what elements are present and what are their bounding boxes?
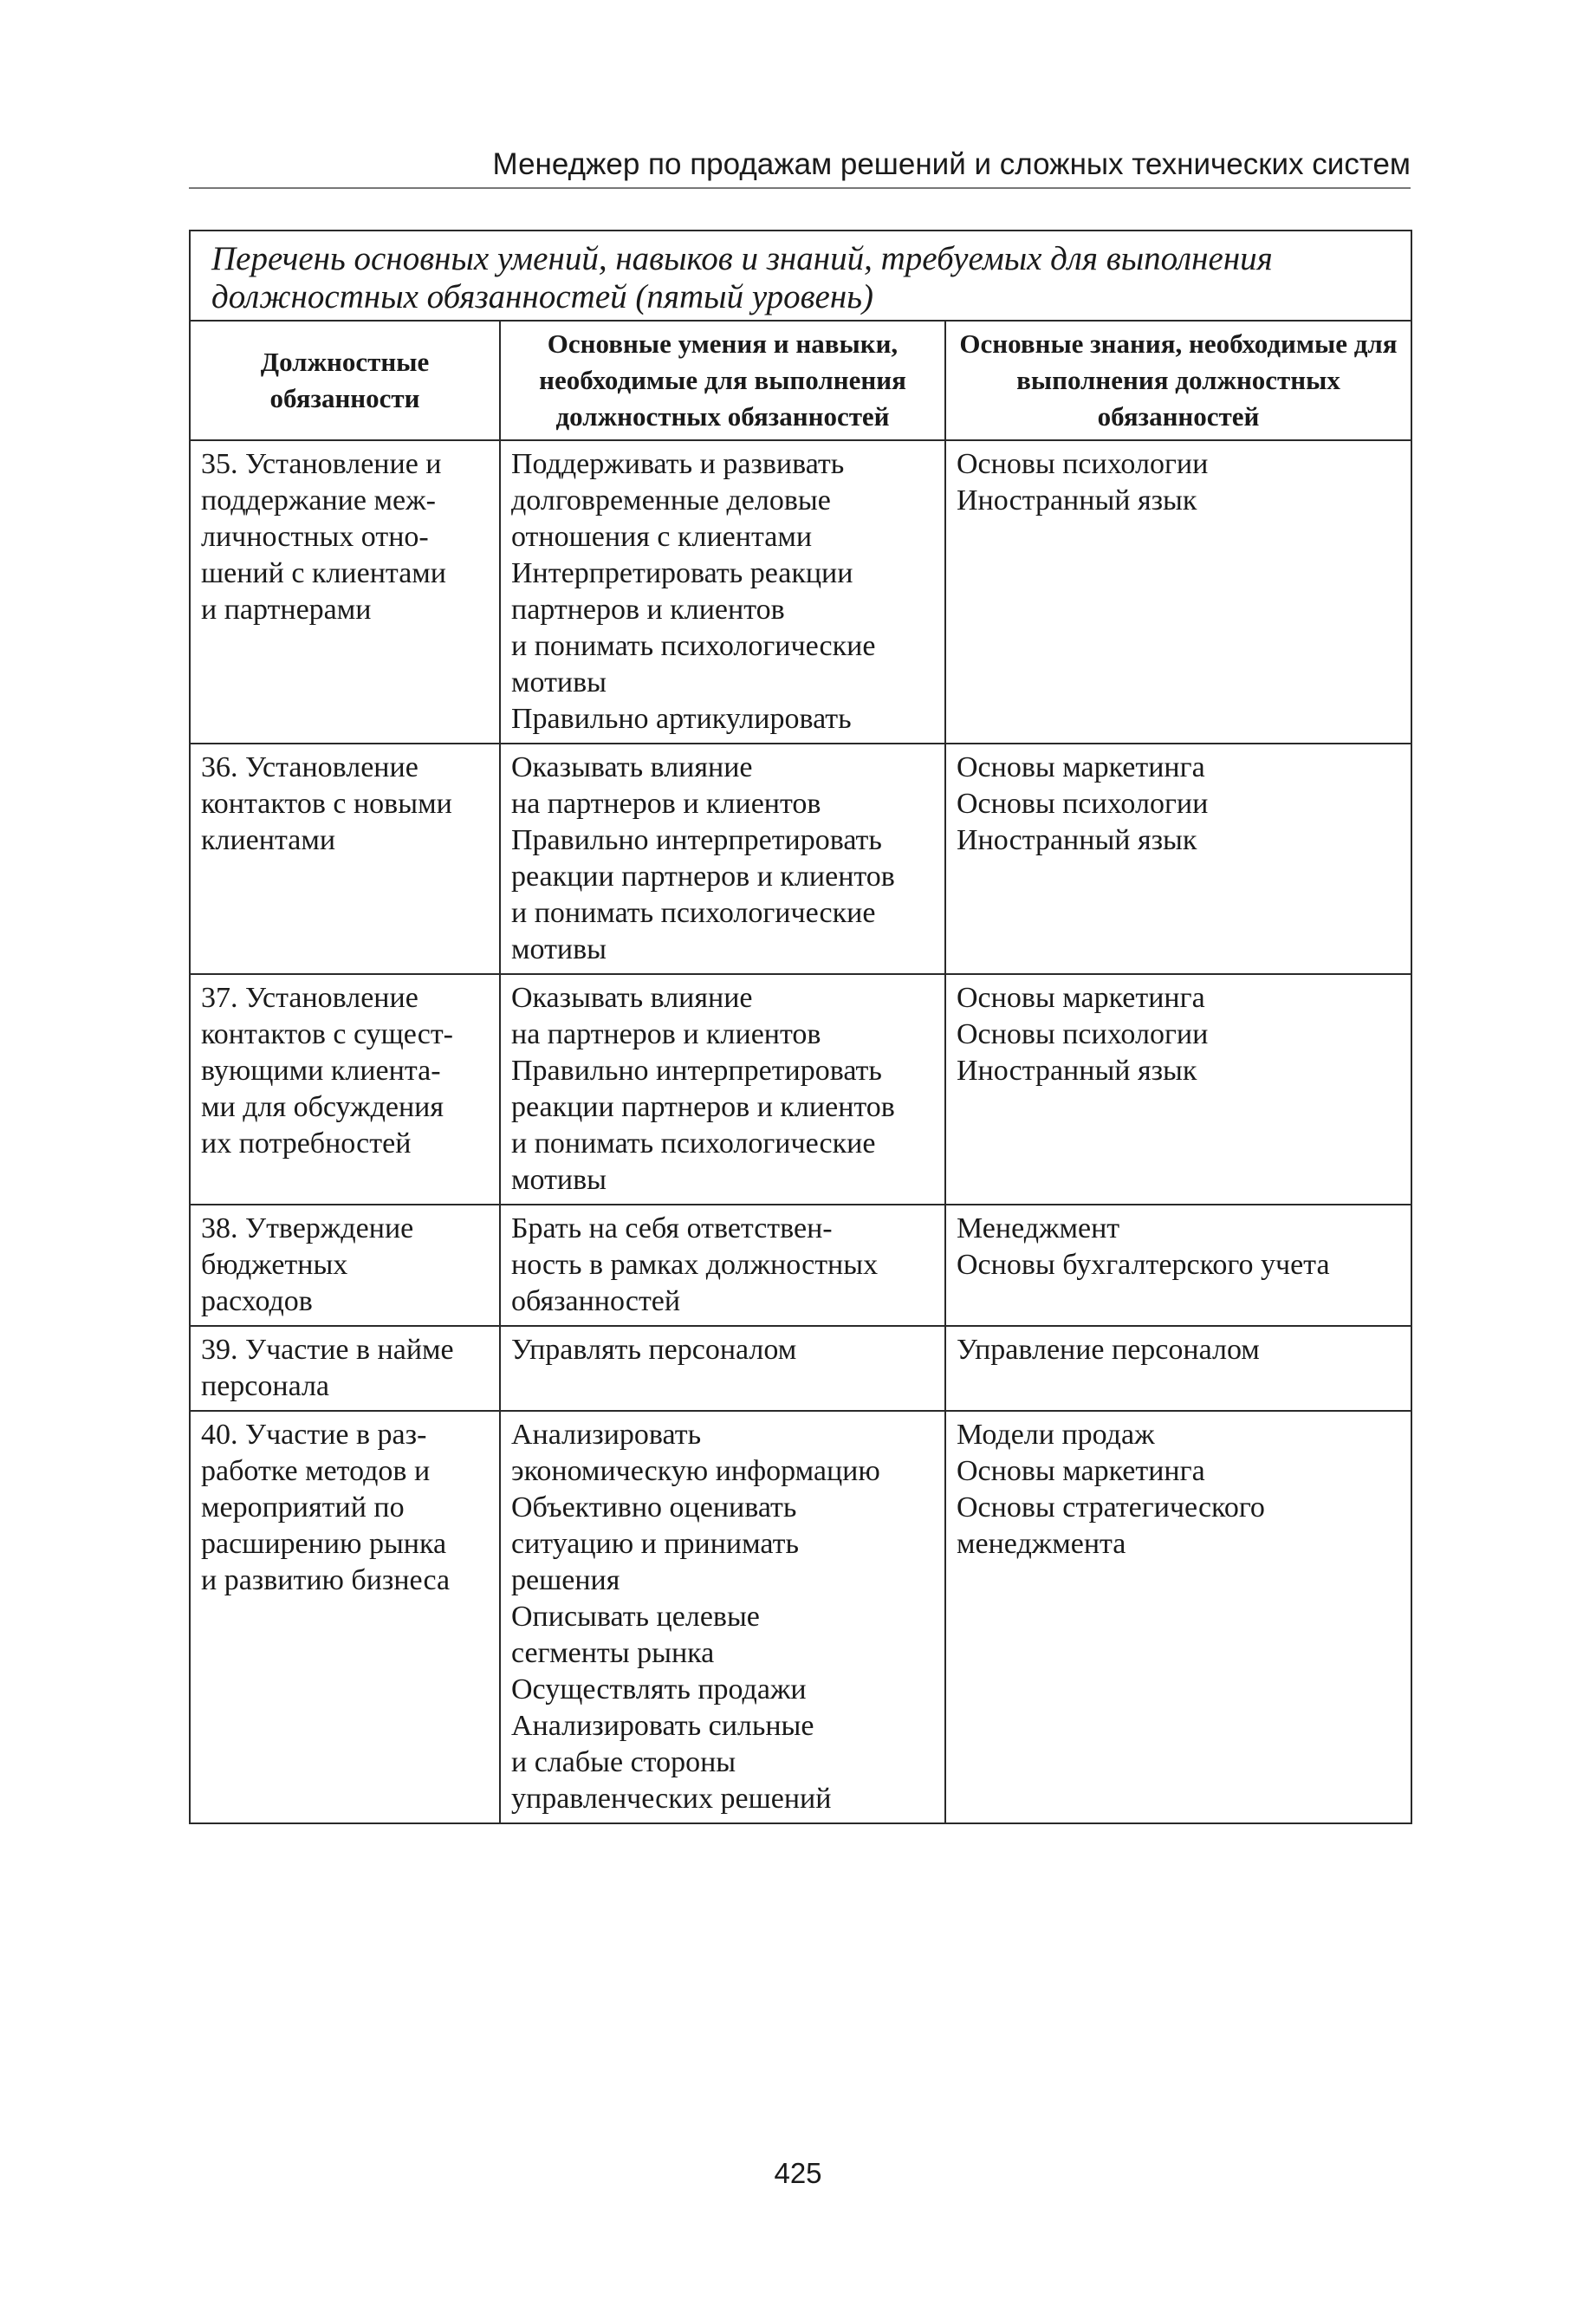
table-caption-row	[190, 231, 1411, 321]
competency-table	[189, 230, 1412, 1824]
duty-cell: 38. Утверждение бюджетных расходов	[190, 1205, 500, 1326]
header-rule	[189, 187, 1411, 189]
table-header-row	[190, 321, 1411, 440]
duty-cell: 36. Установление контактов с новыми клиентами	[190, 744, 500, 974]
skills-cell: Управлять персоналом	[500, 1326, 945, 1411]
duty-cell: 37. Установление контактов с сущест- вующими клиента- ми для обсуждения их потребностей	[190, 974, 500, 1205]
table-row	[190, 1205, 1411, 1326]
table-row	[190, 1411, 1411, 1823]
column-header-knowledge: Основные знания, необходимые для выполнения должностных обязанностей	[945, 321, 1411, 440]
table-caption: Перечень основных умений, навыков и знаний, требуемых для выполнения должностных обязанностей (пятый уровень)	[190, 231, 1411, 321]
knowledge-cell: Модели продаж Основы маркетинга Основы стратегического менеджмента	[945, 1411, 1411, 1823]
column-header-skills: Основные умения и навыки, необходимые для выполнения должностных обязанностей	[500, 321, 945, 440]
table-row	[190, 440, 1411, 744]
skills-cell: Поддерживать и развивать долговременные деловые отношения с клиентами Интерпретировать реакции партнеров и клиентов и понимать психологические мотивы Правильно артикулировать	[500, 440, 945, 744]
knowledge-cell: Основы маркетинга Основы психологии Иностранный язык	[945, 974, 1411, 1205]
knowledge-cell: Основы психологии Иностранный язык	[945, 440, 1411, 744]
knowledge-cell: Менеджмент Основы бухгалтерского учета	[945, 1205, 1411, 1326]
skills-cell: Анализировать экономическую информацию Объективно оценивать ситуацию и принимать решения Описывать целевые сегменты рынка Осуществлять продажи Анализировать сильные и слабые стороны управленческих решений	[500, 1411, 945, 1823]
duty-cell: 40. Участие в раз- работке методов и мероприятий по расширению рынка и развитию бизнеса	[190, 1411, 500, 1823]
table-row	[190, 1326, 1411, 1411]
running-header: Менеджер по продажам решений и сложных технических систем	[492, 147, 1411, 181]
duty-cell: 39. Участие в найме персонала	[190, 1326, 500, 1411]
skills-cell: Оказывать влияние на партнеров и клиентов Правильно интерпретировать реакции партнеров и клиентов и понимать психологические мотивы	[500, 974, 945, 1205]
duty-cell: 35. Установление и поддержание меж- личностных отно- шений с клиентами и партнерами	[190, 440, 500, 744]
page-number: 425	[774, 2157, 822, 2189]
table-row	[190, 744, 1411, 974]
skills-cell: Брать на себя ответствен- ность в рамках должностных обязанностей	[500, 1205, 945, 1326]
knowledge-cell: Основы маркетинга Основы психологии Иностранный язык	[945, 744, 1411, 974]
knowledge-cell: Управление персоналом	[945, 1326, 1411, 1411]
table-row	[190, 974, 1411, 1205]
skills-cell: Оказывать влияние на партнеров и клиентов Правильно интерпретировать реакции партнеров и клиентов и понимать психологические мотивы	[500, 744, 945, 974]
column-header-duties: Должностные обязанности	[190, 321, 500, 440]
